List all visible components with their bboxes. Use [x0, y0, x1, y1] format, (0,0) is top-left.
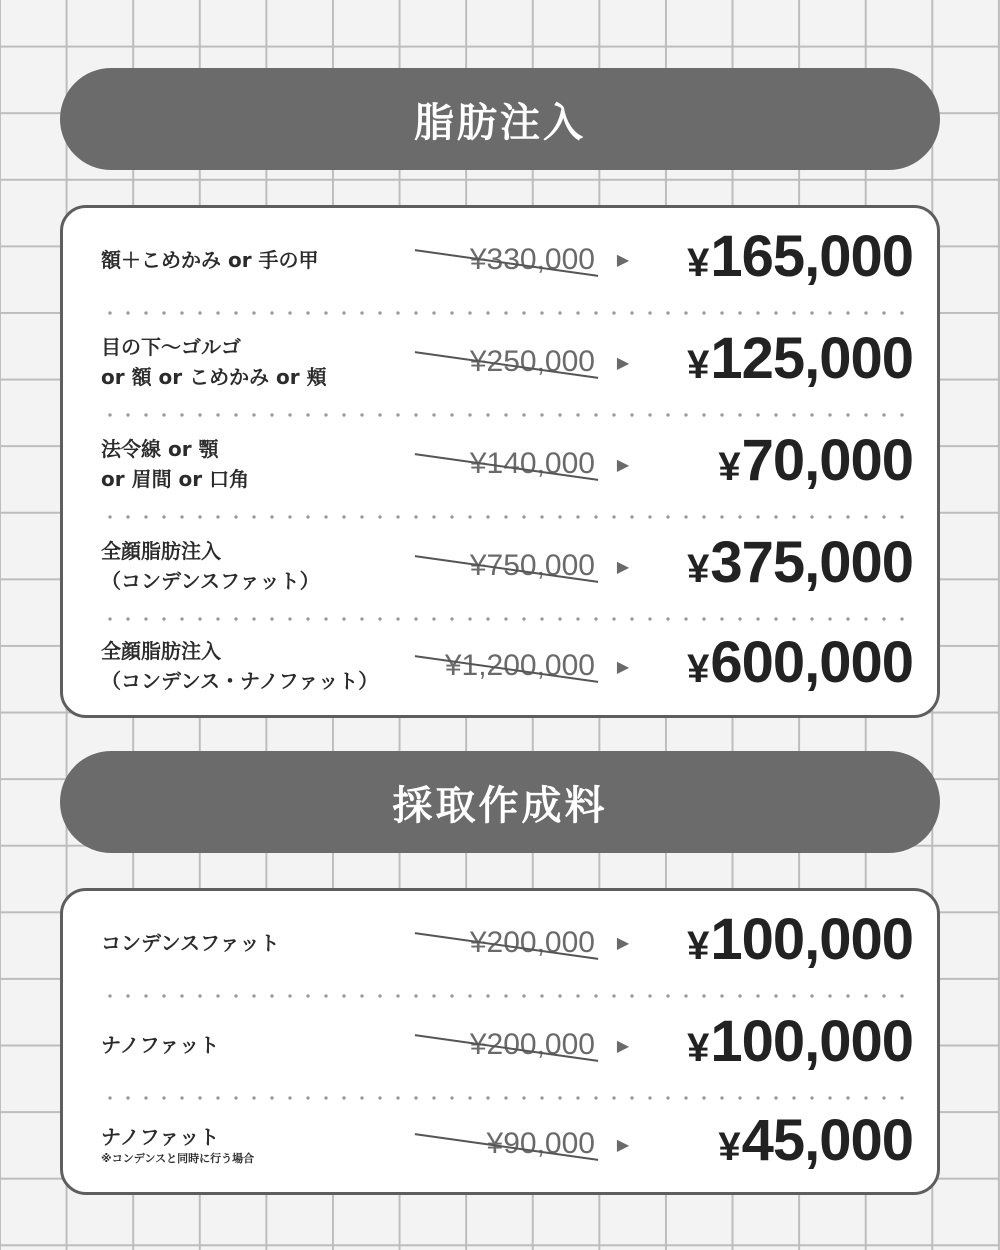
triangle-right-icon: ▶ [616, 1035, 630, 1055]
yen-sign: ¥ [687, 647, 709, 691]
section-header-harvest-fee [60, 751, 940, 853]
item-label-line1: 法令線 or 顎 [101, 437, 219, 461]
item-label-line2: （コンデンスファット） [101, 569, 320, 593]
discount-price: ¥600,000 [687, 630, 913, 695]
item-label [101, 245, 395, 275]
price-row [101, 413, 913, 515]
item-note: ※コンデンスと同時に行う場合 [101, 1152, 255, 1165]
item-label-line1: 全顔脂肪注入 [101, 539, 221, 563]
item-label [101, 636, 395, 696]
item-label-line1: 額＋こめかみ or 手の甲 [101, 247, 319, 272]
yen-sign: ¥ [687, 547, 709, 591]
original-price: ¥1,200,000 [395, 648, 595, 684]
discount-price: ¥100,000 [687, 1009, 913, 1074]
price-row [101, 617, 913, 715]
price-card-harvest-fee [60, 888, 940, 1195]
price-row [101, 891, 913, 994]
discount-price: ¥125,000 [687, 326, 913, 391]
yen-sign: ¥ [687, 343, 709, 387]
price-row [101, 515, 913, 617]
price-row [101, 1096, 913, 1192]
yen-sign: ¥ [687, 240, 709, 285]
original-price: ¥200,000 [395, 1027, 595, 1063]
item-label-line1: ナノファット [101, 1125, 220, 1149]
section-header-fat-injection [60, 68, 940, 170]
item-label-line2: （コンデンス・ナノファット） [101, 669, 379, 693]
item-label-line2: or 額 or こめかみ or 頬 [101, 365, 327, 389]
price-row [101, 311, 913, 413]
section-title: 脂肪注入 [414, 99, 586, 146]
yen-sign: ¥ [718, 1125, 740, 1169]
triangle-right-icon: ▶ [616, 454, 630, 474]
item-label-line1: コンデンスファット [101, 930, 280, 955]
section-title: 採取作成料 [392, 782, 608, 829]
triangle-right-icon: ▶ [616, 352, 630, 372]
item-label [101, 928, 395, 958]
original-price: ¥750,000 [395, 548, 595, 584]
price-row [101, 994, 913, 1096]
original-price: ¥200,000 [395, 925, 595, 961]
yen-sign: ¥ [687, 1026, 709, 1070]
original-price: ¥140,000 [395, 446, 595, 482]
item-label [101, 1030, 395, 1060]
discount-price: ¥100,000 [687, 906, 913, 972]
item-label-line2: or 眉間 or 口角 [101, 467, 250, 491]
price-card-fat-injection [60, 205, 940, 718]
price-row [101, 208, 913, 311]
item-label-line1: 全顔脂肪注入 [101, 639, 221, 663]
triangle-right-icon: ▶ [616, 250, 630, 269]
triangle-right-icon: ▶ [616, 656, 630, 676]
triangle-right-icon: ▶ [616, 556, 630, 576]
discount-price: ¥70,000 [718, 428, 913, 493]
item-label [101, 332, 395, 392]
discount-price: ¥165,000 [687, 223, 913, 289]
item-label-line1: ナノファット [101, 1033, 220, 1057]
item-label [101, 536, 395, 596]
yen-sign: ¥ [687, 923, 709, 968]
item-label [101, 434, 395, 494]
item-label [101, 1122, 395, 1166]
discount-price: ¥375,000 [687, 530, 913, 595]
item-label-line1: 目の下〜ゴルゴ [101, 335, 241, 359]
discount-price: ¥45,000 [718, 1108, 913, 1173]
triangle-right-icon: ▶ [616, 933, 630, 952]
original-price: ¥330,000 [395, 242, 595, 278]
yen-sign: ¥ [718, 445, 740, 489]
triangle-right-icon: ▶ [616, 1134, 630, 1154]
original-price: ¥90,000 [395, 1126, 595, 1162]
original-price: ¥250,000 [395, 344, 595, 380]
